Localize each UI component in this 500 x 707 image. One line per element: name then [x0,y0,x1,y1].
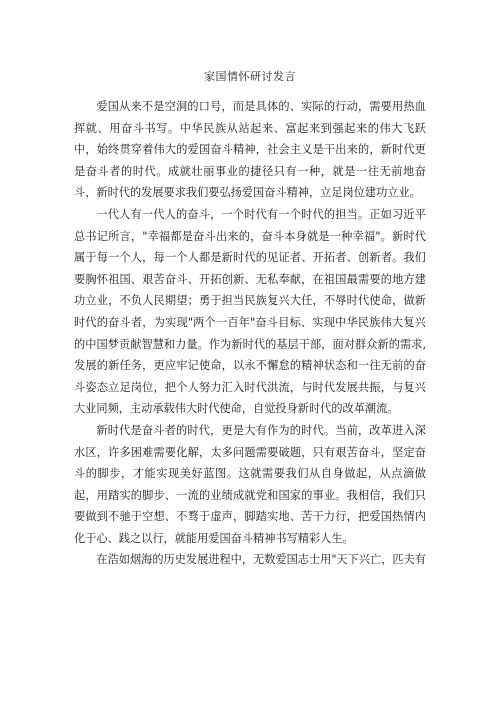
paragraph-3: 新时代是奋斗者的时代，更是大有作为的时代。当前，改革进入深水区，许多困难需要化解，太多问题需要破题，只有艰苦奋斗，坚定奋斗的脚步，才能实现美好蓝图。这就需要我们从自身做起，从点滴做起，用踏实的脚步、一流的业绩成就党和国家的事业。我相信，我们只要做到不驰于空想、不骛于虚声，脚踏实地、苦干力行，把爱国热情内化于心、践之以行，就能用爱国奋斗精神书写精彩人生。 [74,423,426,545]
paragraph-4: 在浩如烟海的历史发展进程中，无数爱国志士用"天下兴亡，匹夫有 [96,553,426,567]
document-body [74,96,426,571]
paragraph-2: 一代人有一代人的奋斗，一个时代有一个时代的担当。正如习近平总书记所言，"幸福都是奋斗出来的，奋斗本身就是一种幸福"。新时代属于每一个人，每一个人都是新时代的见证者、开拓者、创新者。我们要胸怀祖国、艰苦奋斗、开拓创新、无私奉献，在祖国最需要的地方建功立业，不负人民期望；勇于担当民族复兴大任，不辱时代使命，做新时代的奋斗者，为实现"两个一百年"奋斗目标、实现中华民族伟大复兴的中国梦贡献智慧和力量。作为新时代的基层干部，面对群众新的需求,发展的新任务，更应牢记使命，以永不懈怠的精神状态和一往无前的奋斗姿态立足岗位，把个人努力汇入时代洪流，与时代发展共振，与复兴大业同频，主动承载伟大时代使命，自觉投身新时代的改革潮流。 [74,207,426,416]
paragraph-1: 爱国从来不是空洞的口号，而是具体的、实际的行动，需要用热血挥就、用奋斗书写。中华民族从站起来、富起来到强起来的伟大飞跃中，始终贯穿着伟大的爱国奋斗精神，社会主义是干出来的，新时代更是奋斗者的时代。成就壮丽事业的捷径只有一种，就是一往无前地奋斗，新时代的发展要求我们要弘扬爱国奋斗精神，立足岗位建功立业。 [74,100,426,200]
document-title: 家国情怀研讨发言 [204,70,296,83]
